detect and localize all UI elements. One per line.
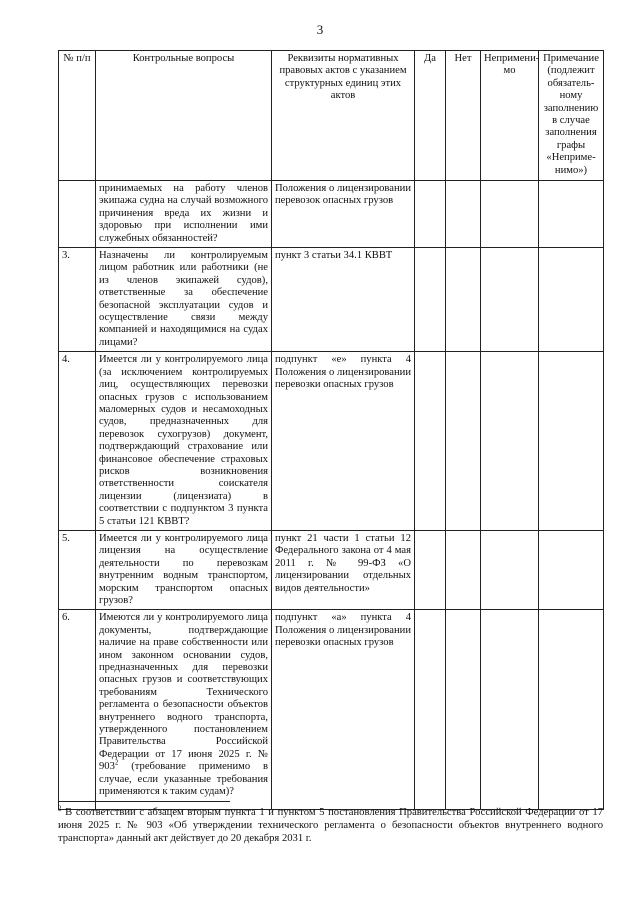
row-num: 3. xyxy=(59,248,96,352)
row-question: принимаемых на работу членов экипажа судна на случай возможного причинения вреда их жизни и здоровью при исполнении ими служебных обязанностей? xyxy=(96,181,272,248)
cell-no[interactable] xyxy=(446,530,481,609)
footnote-text: В соответствии с абзацем вторым пункта 1 и пунктом 5 постановления Правительства Российской Федерации от 17 июня 2025 г. № 903 «Об утверждении технического регламента о безопасности объектов внутреннего водного транспорта» данный акт действует до 20 декабря 2031 г. xyxy=(58,807,603,844)
header-requisites: Реквизиты нормативных правовых актов с указанием структурных единиц этих актов xyxy=(272,51,415,181)
row-num xyxy=(59,181,96,248)
cell-no[interactable] xyxy=(446,248,481,352)
cell-yes[interactable] xyxy=(415,610,446,810)
footnote-mark: 2 xyxy=(58,804,62,813)
cell-note[interactable] xyxy=(539,352,604,531)
cell-yes[interactable] xyxy=(415,352,446,531)
header-not-applicable: Непримени-мо xyxy=(481,51,539,181)
header-num: № п/п xyxy=(59,51,96,181)
row-num: 4. xyxy=(59,352,96,531)
row-question xyxy=(96,610,272,810)
cell-note[interactable] xyxy=(539,248,604,352)
row-question-tail: (требование применимо в случае, если указанные требования применяются к таким судам)? xyxy=(99,761,268,798)
row-requisites: пункт 3 статьи 34.1 КВВТ xyxy=(272,248,415,352)
cell-not-applicable[interactable] xyxy=(481,610,539,810)
cell-yes[interactable] xyxy=(415,181,446,248)
cell-not-applicable[interactable] xyxy=(481,248,539,352)
cell-no[interactable] xyxy=(446,181,481,248)
page-number: 3 xyxy=(316,22,324,37)
header-question: Контрольные вопросы xyxy=(96,51,272,181)
row-requisites: пункт 21 части 1 статьи 12 Федерального закона от 4 мая 2011 г. № 99-ФЗ «О лицензировании отдельных видов деятельности» xyxy=(272,530,415,609)
row-question: Имеется ли у контролируемого лица (за исключением контролируемых лиц, осуществляющих перевозки опасных грузов с использованием маломерных судов и несамоходных судов, предназначенных для перевозок сухогрузов) документ, подтверждающий страхование или финансовое обеспечение страховых рисков возникновения ответственности соискателя лицензии (лицензиата) в соответствии с подпунктом 3 пункта 5 статьи 121 КВВТ? xyxy=(96,352,272,531)
row-requisites: подпункт «е» пункта 4 Положения о лицензировании перевозки опасных грузов xyxy=(272,352,415,531)
cell-yes[interactable] xyxy=(415,248,446,352)
cell-no[interactable] xyxy=(446,610,481,810)
row-requisites: подпункт «а» пункта 4 Положения о лицензировании перевозки опасных грузов xyxy=(272,610,415,810)
header-no: Нет xyxy=(446,51,481,181)
footnote-ref: 2 xyxy=(114,758,119,767)
table-header-row xyxy=(59,51,604,181)
table-row xyxy=(59,248,604,352)
header-note: Примечание (подлежит обязатель-ному заполнению в случае заполнения графы «Неприме-нимо») xyxy=(539,51,604,181)
table-row xyxy=(59,181,604,248)
table-row xyxy=(59,610,604,810)
cell-yes[interactable] xyxy=(415,530,446,609)
cell-note[interactable] xyxy=(539,530,604,609)
checklist-table xyxy=(58,50,604,813)
cell-not-applicable[interactable] xyxy=(481,530,539,609)
row-question-main: Имеются ли у контролируемого лица документы, подтверждающие наличие на праве собственности или ином законном основании судов, предназначенных для перевозки опасных грузов и соответствующих требованиям Технического регламента о безопасности объектов внутреннего водного транспорта, утвержденного постановлением Правительства Российской Федерации от 17 июня 2025 г. № 903 xyxy=(99,612,268,773)
table-row xyxy=(59,530,604,609)
row-num: 5. xyxy=(59,530,96,609)
row-question: Назначены ли контролируемым лицом работник или работники (не из членов экипажей судов), ответственные за обеспечение безопасной эксплуатации судов и осуществление связи между компанией и находящимися на судах лицами? xyxy=(96,248,272,352)
footnote-divider xyxy=(58,801,230,802)
cell-no[interactable] xyxy=(446,352,481,531)
cell-note[interactable] xyxy=(539,610,604,810)
row-requisites: Положения о лицензировании перевозок опасных грузов xyxy=(272,181,415,248)
header-yes: Да xyxy=(415,51,446,181)
footnote xyxy=(58,806,603,845)
row-question: Имеется ли у контролируемого лица лицензия на осуществление деятельности по перевозкам внутренним водным транспортом, морским транспортом опасных грузов? xyxy=(96,530,272,609)
cell-note[interactable] xyxy=(539,181,604,248)
row-num: 6. xyxy=(59,610,96,810)
cell-not-applicable[interactable] xyxy=(481,352,539,531)
cell-not-applicable[interactable] xyxy=(481,181,539,248)
table-row xyxy=(59,352,604,531)
